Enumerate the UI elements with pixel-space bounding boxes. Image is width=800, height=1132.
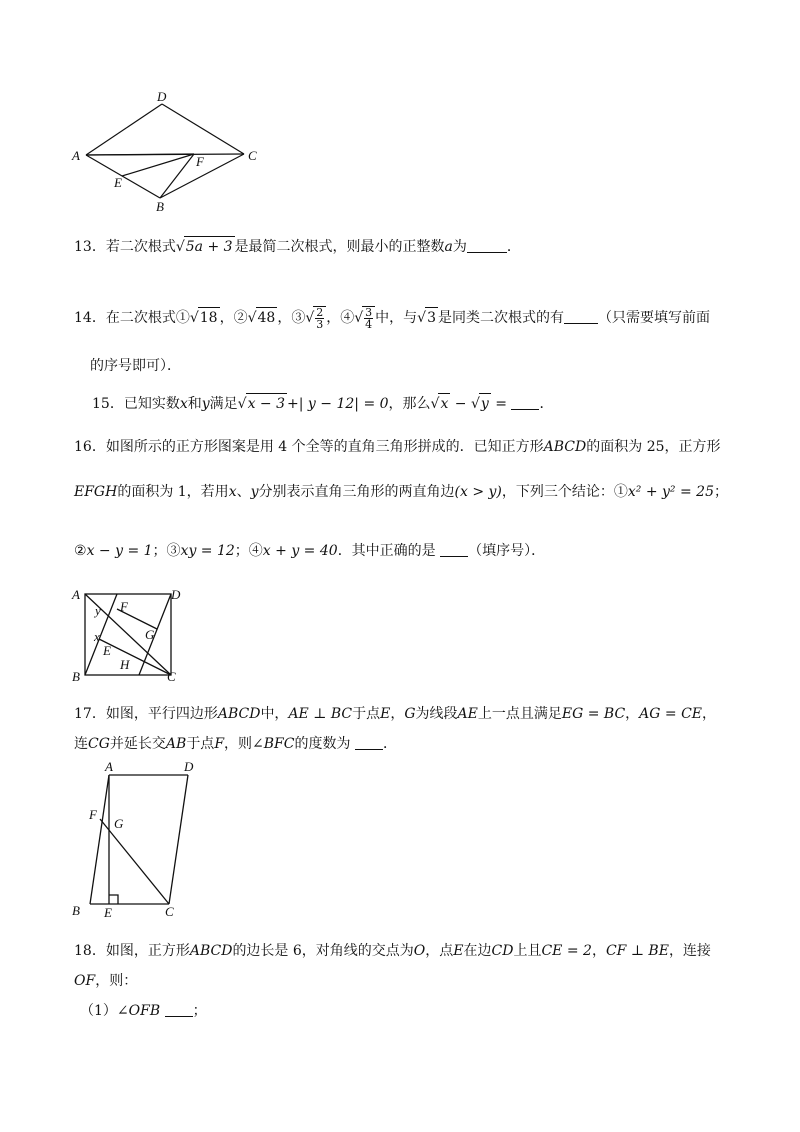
q18-text-c: ，点 bbox=[425, 943, 454, 959]
q17-angle: ∠BFC bbox=[252, 736, 295, 752]
q16-text-2a: 的面积为 1，若用 bbox=[117, 484, 229, 500]
q18-text-b: 的边长是 6，对角线的交点为 bbox=[232, 943, 414, 959]
q18-e: E bbox=[453, 943, 464, 959]
square-figure bbox=[70, 585, 190, 685]
label-E: E bbox=[103, 643, 111, 658]
q16-text-b: 的面积为 25，正方形 bbox=[586, 439, 721, 455]
label-A: A bbox=[72, 587, 80, 602]
label-G: G bbox=[114, 816, 124, 831]
q16-text-2b: 分别表示直角三角形的两直角边 bbox=[258, 484, 455, 500]
q18-p1: CE = 2 bbox=[541, 943, 592, 959]
q18-sub1-num: （1） bbox=[80, 1003, 117, 1019]
q18-abcd: ABCD bbox=[189, 943, 233, 959]
q18-text-2: ，则： bbox=[95, 973, 138, 989]
q18-text-e: 上且 bbox=[513, 943, 542, 959]
q16-c4p: ；④ bbox=[234, 543, 263, 559]
q15-radicand: x − 3 bbox=[246, 393, 287, 414]
q14-radicand-1: 18 bbox=[198, 307, 220, 328]
q13-radicand: 5a + 3 bbox=[184, 236, 235, 257]
q15-text: 已知实数 bbox=[123, 396, 180, 412]
q18-cd: CD bbox=[491, 943, 514, 959]
q18-text-g: ，连接 bbox=[668, 943, 711, 959]
q14-line2: 的序号即可）． bbox=[90, 358, 181, 374]
q16-text-3c: （填序号）． bbox=[468, 543, 546, 559]
q13-text-post: 为 bbox=[452, 239, 467, 255]
label-F: F bbox=[120, 599, 128, 614]
q16-c2p: ② bbox=[74, 543, 87, 559]
q16-text: 如图所示的正方形图案是用 4 个全等的直角三角形拼成的．已知正方形 bbox=[105, 439, 544, 455]
q14-text-mid: 中，与 bbox=[375, 310, 418, 326]
q17-text-b: 中， bbox=[260, 706, 289, 722]
q14-radicand-2: 48 bbox=[256, 307, 278, 328]
label-B: B bbox=[72, 903, 80, 918]
q15-ry: y bbox=[479, 393, 491, 414]
label-D: D bbox=[171, 587, 181, 602]
question-16-line2 bbox=[74, 482, 728, 502]
q18-of: OF bbox=[74, 973, 96, 989]
q14-text-post: 是同类二次根式的有 bbox=[438, 310, 565, 326]
rhombus-figure bbox=[64, 88, 274, 218]
q15-post: ． bbox=[539, 396, 554, 412]
q17-text-g: ， bbox=[625, 706, 640, 722]
q18-text: 如图，正方形 bbox=[105, 943, 190, 959]
q16-x: x bbox=[228, 484, 237, 500]
q14-sep: ，② bbox=[219, 310, 248, 326]
q16-abcd: ABCD bbox=[543, 439, 587, 455]
q17-text-f: 上一点且满足 bbox=[477, 706, 562, 722]
q16-efgh: EFGH bbox=[74, 484, 118, 500]
parallelogram-figure bbox=[68, 758, 218, 920]
q17-cg: CG bbox=[88, 736, 110, 752]
label-C: C bbox=[165, 904, 174, 919]
label-G: G bbox=[145, 627, 155, 642]
q17-text: 如图，平行四边形 bbox=[105, 706, 218, 722]
q17-text-2b: 并延长交 bbox=[109, 736, 166, 752]
q15-mid: 满足 bbox=[209, 396, 238, 412]
question-18-sub1 bbox=[80, 1001, 207, 1021]
question-18-line2 bbox=[74, 971, 137, 991]
q16-c3p: ；③ bbox=[152, 543, 181, 559]
label-B: B bbox=[72, 669, 80, 684]
label-A: A bbox=[105, 759, 113, 774]
q17-ab: AB bbox=[165, 736, 187, 752]
q14-radicand-5: 3 bbox=[425, 307, 438, 328]
q18-semi: ； bbox=[192, 1003, 207, 1019]
question-number: 18． bbox=[74, 943, 106, 959]
question-13: 13．若二次根式√5a + 3 是最简二次根式，则最小的正整数a为 ． bbox=[74, 236, 521, 257]
q15-eq: | y − 12| = 0 bbox=[298, 396, 389, 412]
q17-p3: AG = CE bbox=[639, 706, 703, 722]
question-number: 15． bbox=[92, 396, 124, 412]
q17-f: F bbox=[214, 736, 225, 752]
question-16-line1 bbox=[74, 437, 721, 457]
question-15: 15．已知实数x和y满足√x − 3 +| y − 12| = 0，那么√x − √y = ． bbox=[92, 393, 553, 414]
label-F: F bbox=[196, 154, 204, 169]
answer-blank[interactable] bbox=[511, 395, 539, 410]
label-H: H bbox=[120, 657, 130, 672]
q14-text: 在二次根式① bbox=[105, 310, 190, 326]
q14-sep: ，③ bbox=[277, 310, 306, 326]
answer-blank[interactable] bbox=[564, 309, 598, 324]
q16-sep: 、 bbox=[236, 484, 251, 500]
label-y: y bbox=[95, 603, 101, 618]
answer-blank[interactable] bbox=[467, 238, 507, 253]
q16-text-3b: ．其中正确的是 bbox=[337, 543, 436, 559]
label-E: E bbox=[114, 175, 122, 190]
q17-text-c: 于点 bbox=[352, 706, 381, 722]
q14-frac-3: $\frac{2}{3}$ bbox=[313, 306, 326, 330]
question-number: 13． bbox=[74, 239, 106, 255]
q17-ae: AE bbox=[457, 706, 478, 722]
q13-text: 若二次根式 bbox=[105, 239, 176, 255]
label-D: D bbox=[184, 759, 194, 774]
q17-text-2c: 于点 bbox=[186, 736, 215, 752]
question-14: 14．在二次根式①√18 ，②√48 ，③√ $\frac{2}{3}$ ，④√ $\frac{3}{4}$ 中，与√3 是同类二次根式的有 （只需要填写前面 bbox=[74, 306, 711, 331]
q15-eq2: = bbox=[495, 396, 508, 412]
q17-text-e: 为线段 bbox=[415, 706, 458, 722]
q17-text-h: ， bbox=[702, 706, 717, 722]
answer-blank[interactable] bbox=[165, 1002, 193, 1017]
q18-text-f: ， bbox=[591, 943, 606, 959]
question-number: 16． bbox=[74, 439, 106, 455]
q18-text-d: 在边 bbox=[463, 943, 492, 959]
label-A: A bbox=[72, 148, 80, 163]
q16-c2: x − y = 1 bbox=[86, 543, 153, 559]
label-x: x bbox=[94, 629, 100, 644]
label-C: C bbox=[167, 669, 176, 684]
label-C: C bbox=[248, 148, 257, 163]
question-17-line2 bbox=[74, 734, 397, 754]
q16-c1: x² + y² = 25 bbox=[627, 484, 714, 500]
q17-text-2f: ． bbox=[382, 736, 397, 752]
q15-then: ，那么 bbox=[388, 396, 431, 412]
label-F: F bbox=[89, 807, 97, 822]
q17-text-2a: 连 bbox=[74, 736, 88, 752]
q17-e: E bbox=[380, 706, 391, 722]
q14-sep: ，④ bbox=[326, 310, 355, 326]
q15-and: 和 bbox=[187, 396, 202, 412]
question-18-line1 bbox=[74, 941, 711, 961]
q17-g: G bbox=[404, 706, 416, 722]
q17-text-d: ， bbox=[390, 706, 405, 722]
q13-text-mid: 是最简二次根式，则最小的正整数 bbox=[234, 239, 445, 255]
q14-frac-4: $\frac{3}{4}$ bbox=[362, 306, 375, 330]
q13-var: a bbox=[444, 239, 453, 255]
q15-x: x bbox=[179, 396, 188, 412]
q18-p2: CF ⊥ BE bbox=[605, 943, 669, 959]
q15-rx: x bbox=[438, 393, 450, 414]
question-14-line2 bbox=[90, 356, 181, 376]
question-16-line3 bbox=[74, 541, 545, 561]
q17-p1: AE ⊥ BC bbox=[288, 706, 353, 722]
label-B: B bbox=[156, 199, 164, 214]
q18-o: O bbox=[413, 943, 426, 959]
q16-c4: x + y = 40 bbox=[262, 543, 338, 559]
question-number: 14． bbox=[74, 310, 106, 326]
q17-text-2d: ，则 bbox=[224, 736, 253, 752]
q16-text-2d: ； bbox=[713, 484, 728, 500]
q18-angle: ∠OFB bbox=[116, 1003, 161, 1019]
answer-blank[interactable] bbox=[355, 735, 383, 750]
label-E: E bbox=[104, 905, 112, 920]
label-D: D bbox=[157, 89, 167, 104]
q16-y: y bbox=[250, 484, 259, 500]
q16-cond: (x > y) bbox=[454, 484, 502, 500]
q15-y: y bbox=[201, 396, 210, 412]
q17-text-2e: 的度数为 bbox=[294, 736, 351, 752]
q14-tail: （只需要填写前面 bbox=[598, 310, 711, 326]
answer-blank[interactable] bbox=[440, 542, 468, 557]
q17-abcd: ABCD bbox=[217, 706, 261, 722]
question-17-line1 bbox=[74, 704, 716, 724]
q16-text-2c: ，下列三个结论：① bbox=[501, 484, 628, 500]
question-number: 17． bbox=[74, 706, 106, 722]
q16-c3: xy = 12 bbox=[180, 543, 235, 559]
q17-p2: EG = BC bbox=[561, 706, 626, 722]
